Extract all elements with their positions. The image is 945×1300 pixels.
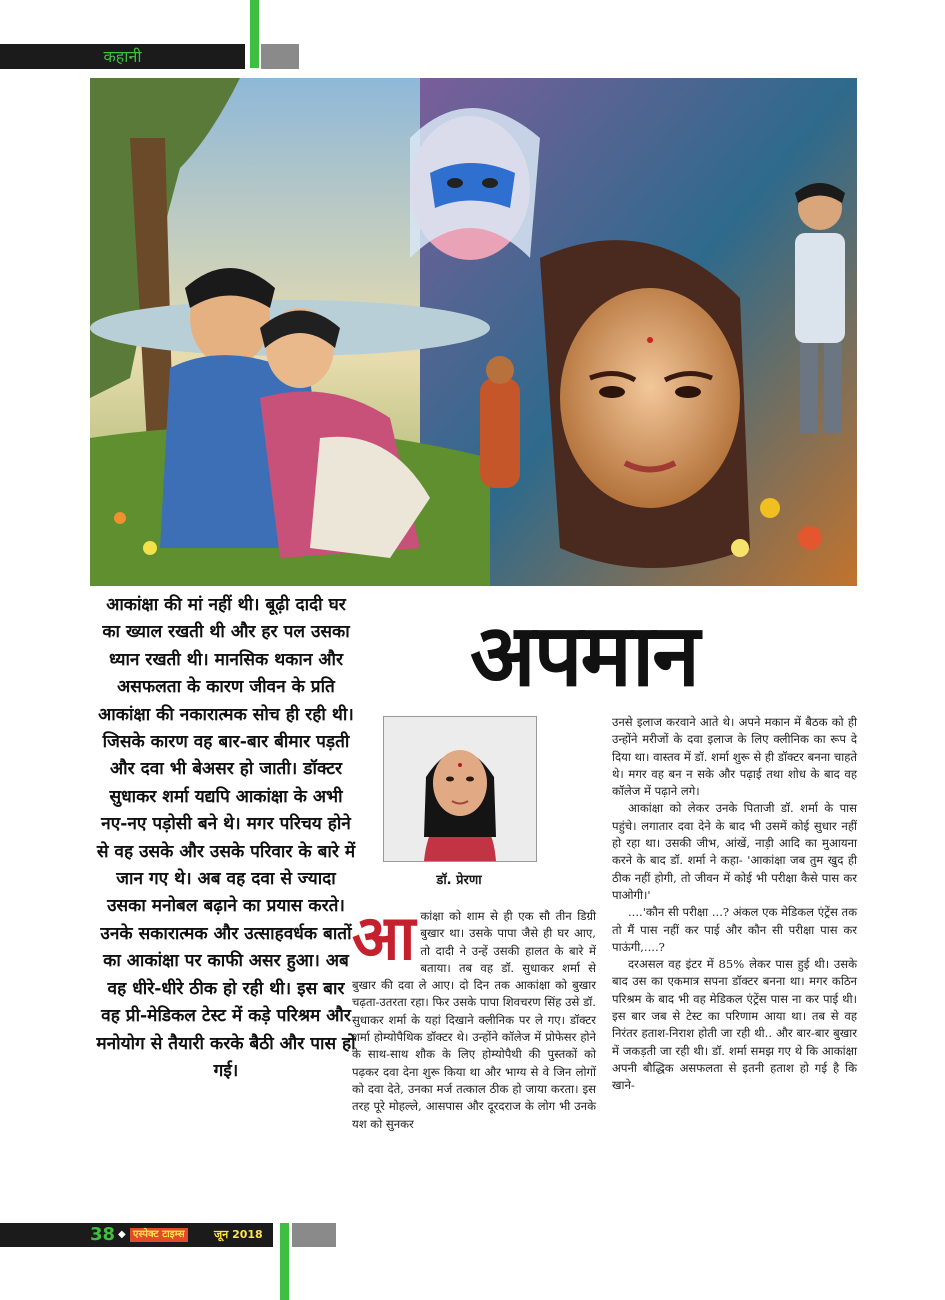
- footer-gray-block: [292, 1223, 336, 1247]
- paragraph: कांक्षा को शाम से ही एक सौ तीन डिग्री बुखार था। उसके पापा जैसे ही घर आए, तो दादी ने उन्हें उसकी हालत के बारे में बताया। तब वह डॉ. सुधाकर शर्मा से बुखार की दवा ले आए। दो दिन तक आकांक्षा को बुखार चढ़ता-उतरता रहा। फिर उसके पापा शिवचरण सिंह उसे डॉ. सुधाकर शर्मा के यहां दिखाने क्लीनिक पर ले गए। डॉक्टर शर्मा होम्योपैथिक डॉक्टर थे। उन्होंने कॉलेज में प्रोफेसर होने के साथ-साथ शौक के लिए होम्योपैथी की पुस्तकों को पढ़कर दवा देना शुरू किया था और भाग्य से वे जिन लोगों को दवा देते, उनका मर्ज तत्काल ठीक हो जाया करता। इस तरह पूरे मोहल्ले, आसपास और दूरदराज के लोग भी उनके यश को सुनकर: [352, 909, 596, 1131]
- header-accent-stripe: [250, 0, 259, 68]
- paragraph: आकांक्षा को लेकर उनके पिताजी डॉ. शर्मा के पास पहुंचे। लगातार दवा देने के बाद भी उसमें कोई सुधार नहीं हो रहा था। उसकी जीभ, आंखें, नाड़ी आदि का मुआयना करने के बाद डॉ. शर्मा ने कहा- 'आकांक्षा जब तुम खुद ही ठीक नहीं होगी, तो जीवन में कोई भी परीक्षा कैसे पास कर पाओगी।': [612, 801, 857, 902]
- drop-cap: आ: [352, 901, 416, 974]
- section-label: कहानी: [103, 47, 142, 66]
- paragraph: दरअसल वह इंटर में 85% लेकर पास हुई थी। उसके बाद उस का एकमात्र सपना डॉक्टर बनना था। मगर कठिन परिश्रम के बाद भी वह मेडिकल एंट्रेंस पास ना कर पाई थी। इस बार जब से टेस्ट का परिणाम आया था। तब से वह निरंतर हताश-निराश होती जा रही थी.. और बार-बार बुखार में जकड़ती जा रही थी। डॉ. शर्मा समझ गए थे कि आकांक्षा अपनी बौद्धिक असफलता से इतनी हताश हो गई है कि खाने-: [612, 957, 857, 1093]
- footer-accent-stripe: [280, 1223, 289, 1300]
- pull-quote: आकांक्षा की मां नहीं थी। बूढ़ी दादी घर का ख्याल रखती थी और हर पल उसका ध्यान रखती थी। मानसिक थकान और असफलता के कारण जीवन के प्रति आकांक्षा की नकारात्मक सोच ही रही थी। जिसके कारण वह बार-बार बीमार पड़ती और दवा भी बेअसर हो जाती। डॉक्टर सुधाकर शर्मा यद्यपि आकांक्षा के अभी नए-नए पड़ोसी बने थे। मगर परिचय होने से वह उसके और उसके परिवार के बारे में जान गए थे। अब वह दवा से ज्यादा उसका मनोबल बढ़ाने का प्रयास करते। उनके सकारात्मक और उत्साहवर्धक बातों का आकांक्षा पर काफी असर हुआ। अब वह धीरे-धीरे ठीक हो रही थी। इस बार वह प्री-मेडिकल टेस्ट में कड़े परिश्रम और मनोयोग से तैयारी करके बैठी और पास हो गई।: [96, 595, 356, 1081]
- body-column-left: [352, 901, 596, 1133]
- paragraph: ....'कौन सी परीक्षा ...? अंकल एक मेडिकल एंट्रेंस तक तो मैं पास नहीं कर पाई और कौन सी परीक्षा पास कर पाऊंगी,....?: [612, 905, 857, 954]
- page-number: 38: [90, 1224, 116, 1245]
- issue-date: जून 2018: [214, 1228, 263, 1241]
- story-illustration: [90, 78, 857, 586]
- paragraph: उनसे इलाज करवाने आते थे। अपने मकान में बैठक को ही उन्होंने मरीजों के दवा इलाज के लिए क्लीनिक का रूप दे दिया था। वास्तव में डॉ. शर्मा शुरू से ही डॉक्टर बनना चाहते थे। मगर वह बन न सके और पढ़ाई तथा शोध के बाद वह कॉलेज में पढ़ाने लगे।: [612, 715, 857, 799]
- story-title: अपमान: [470, 606, 698, 706]
- header-gray-block: [261, 44, 299, 69]
- bullet-icon: ◆: [118, 1229, 126, 1240]
- author-photo: [383, 716, 537, 862]
- magazine-name: एस्पेक्ट टाइम्स: [130, 1228, 188, 1242]
- body-column-right: [612, 714, 857, 1095]
- author-name: डॉ. प्रेरणा: [436, 873, 482, 888]
